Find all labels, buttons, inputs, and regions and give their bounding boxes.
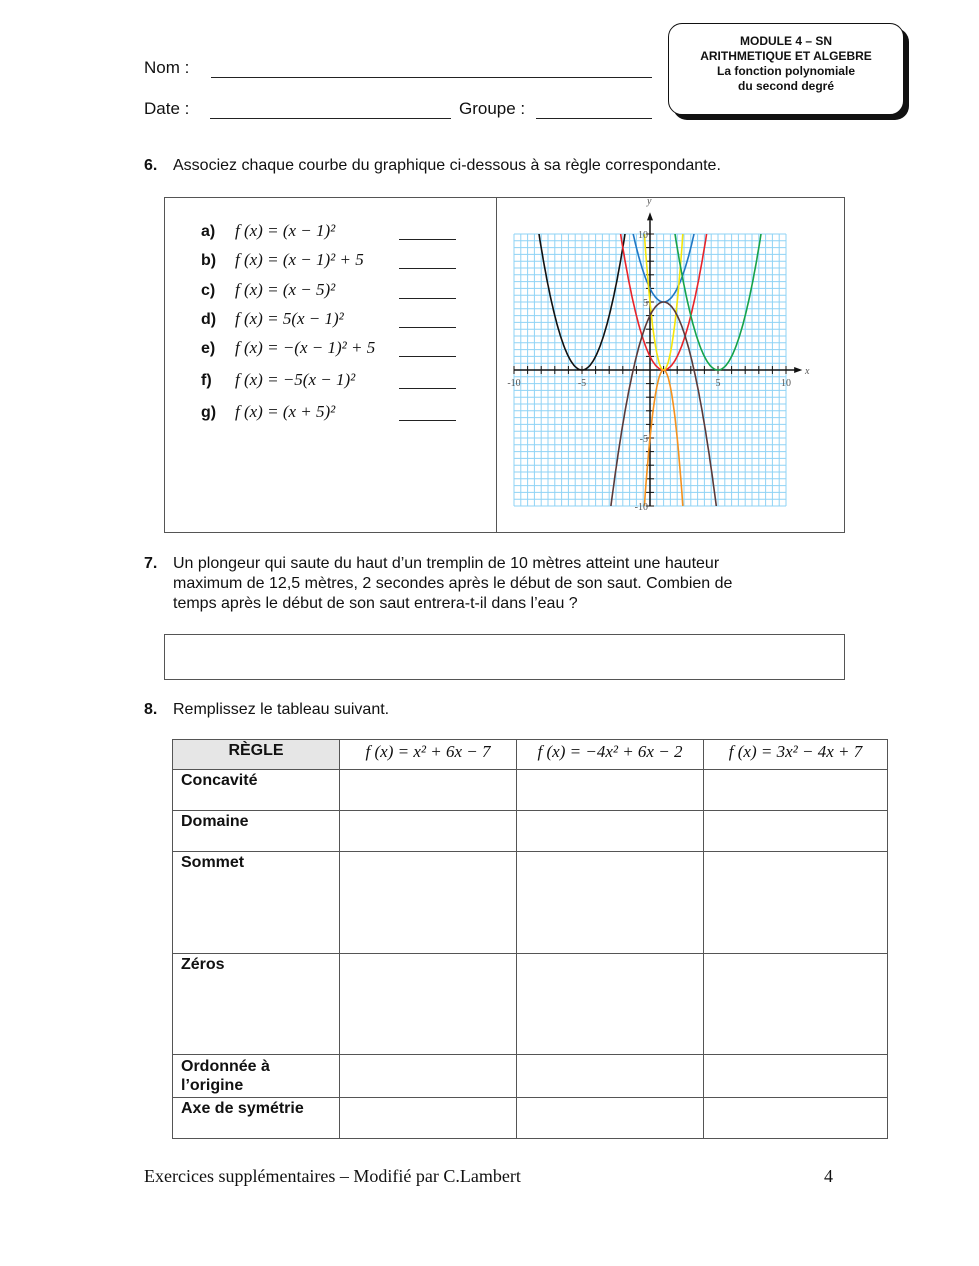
date-field[interactable]: [210, 118, 451, 119]
question-number: 7.: [144, 555, 158, 572]
cell[interactable]: [517, 852, 704, 954]
rule-formula: f (x) = −(x − 1)² + 5: [235, 338, 376, 357]
answer-blank[interactable]: [399, 239, 456, 240]
rule-item: [201, 221, 335, 243]
cell[interactable]: [517, 954, 704, 1055]
rule-formula: f (x) = 5(x − 1)²: [235, 309, 344, 328]
cell[interactable]: [517, 811, 704, 852]
groupe-label: Groupe :: [459, 99, 526, 118]
rule-letter: g): [201, 404, 217, 421]
rule-letter: e): [201, 340, 216, 357]
page-number: 4: [824, 1166, 833, 1186]
cell[interactable]: [340, 954, 517, 1055]
rule-item: [201, 402, 335, 424]
answer-blank[interactable]: [399, 327, 456, 328]
answer-blank[interactable]: [399, 388, 456, 389]
row-label: Domaine: [173, 811, 340, 852]
header-function-1: f (x) = x² + 6x − 7: [340, 740, 517, 770]
cell[interactable]: [704, 852, 888, 954]
footer-text: Exercices supplémentaires – Modifié par C.Lambert: [144, 1166, 521, 1186]
question-text: Associez chaque courbe du graphique ci-dessous à sa règle correspondante.: [173, 157, 721, 174]
cell[interactable]: [704, 770, 888, 811]
question-8: [144, 701, 390, 719]
rule-item: [201, 370, 355, 392]
header-regle: RÈGLE: [173, 740, 340, 770]
module-subject: ARITHMETIQUE ET ALGEBRE: [700, 49, 872, 63]
y-tick-label: 10: [638, 230, 648, 241]
cell[interactable]: [517, 770, 704, 811]
rule-letter: f): [201, 372, 212, 389]
rule-item: [201, 250, 364, 272]
rule-formula: f (x) = (x − 1)²: [235, 221, 336, 240]
question-number: 6.: [144, 157, 158, 174]
groupe-field[interactable]: [536, 118, 652, 119]
x-axis-arrow: [794, 367, 802, 373]
module-topic: La fonction polynomiale: [716, 64, 855, 78]
question-number: 8.: [144, 701, 158, 718]
answer-blank[interactable]: [399, 420, 456, 421]
rule-formula: f (x) = (x − 1)² + 5: [235, 250, 364, 269]
x-tick-label: 10: [781, 378, 791, 389]
question-6: [144, 157, 721, 175]
rule-letter: d): [201, 311, 217, 328]
row-label: Sommet: [173, 852, 340, 954]
rule-letter: a): [201, 223, 216, 240]
function-table: [172, 739, 888, 1139]
question-text: Un plongeur qui saute du haut d’un tremplin de 10 mètres atteint une hauteur: [173, 555, 720, 572]
date-label: Date :: [144, 99, 190, 118]
cell[interactable]: [517, 1098, 704, 1139]
cell[interactable]: [704, 1055, 888, 1098]
cell[interactable]: [704, 811, 888, 852]
module-topic-2: du second degré: [737, 79, 835, 93]
question-7: [144, 554, 733, 612]
rule-item: [201, 309, 344, 331]
cell[interactable]: [340, 1098, 517, 1139]
y-axis-label: y: [647, 198, 652, 208]
answer-blank[interactable]: [399, 356, 456, 357]
y-tick-label: -5: [639, 434, 648, 445]
question-text: maximum de 12,5 mètres, 2 secondes après le début de son saut. Combien de: [173, 575, 733, 592]
x-tick-label: -10: [507, 378, 521, 389]
rule-formula: f (x) = (x − 5)²: [235, 280, 336, 299]
row-label: Ordonnée à l’origine: [173, 1055, 340, 1098]
row-label: Zéros: [173, 954, 340, 1055]
nom-label: Nom :: [144, 58, 190, 77]
x-tick-label: 5: [715, 378, 721, 389]
rule-item: [201, 280, 335, 302]
cell[interactable]: [340, 770, 517, 811]
rule-letter: c): [201, 282, 216, 299]
header-function-3: f (x) = 3x² − 4x + 7: [704, 740, 888, 770]
question-text: Remplissez le tableau suivant.: [173, 701, 390, 718]
row-label: Concavité: [173, 770, 340, 811]
y-axis-arrow: [647, 212, 653, 220]
rule-formula: f (x) = (x + 5)²: [235, 402, 336, 421]
answer-blank[interactable]: [399, 298, 456, 299]
rule-item: [201, 338, 375, 360]
rule-formula: f (x) = −5(x − 1)²: [235, 370, 356, 389]
header-function-2: f (x) = −4x² + 6x − 2: [517, 740, 704, 770]
matching-box: [164, 197, 845, 533]
row-label: Axe de symétrie: [173, 1098, 340, 1139]
cell[interactable]: [704, 954, 888, 1055]
cell[interactable]: [340, 1055, 517, 1098]
y-tick-label: -10: [634, 502, 648, 513]
question-text: temps après le début de son saut entrera-t-il dans l’eau ?: [173, 595, 578, 612]
answer-blank[interactable]: [399, 268, 456, 269]
cell[interactable]: [340, 852, 517, 954]
x-axis-label: x: [805, 366, 810, 377]
module-box: [668, 23, 904, 115]
module-title: MODULE 4 – SN: [739, 34, 832, 48]
nom-field[interactable]: [211, 77, 652, 78]
parabola-graph: [497, 198, 844, 532]
x-tick-label: -5: [577, 378, 587, 389]
y-tick-label: 5: [643, 298, 648, 309]
cell[interactable]: [704, 1098, 888, 1139]
cell[interactable]: [517, 1055, 704, 1098]
rule-letter: b): [201, 252, 217, 269]
cell[interactable]: [340, 811, 517, 852]
answer-box[interactable]: [164, 634, 845, 680]
